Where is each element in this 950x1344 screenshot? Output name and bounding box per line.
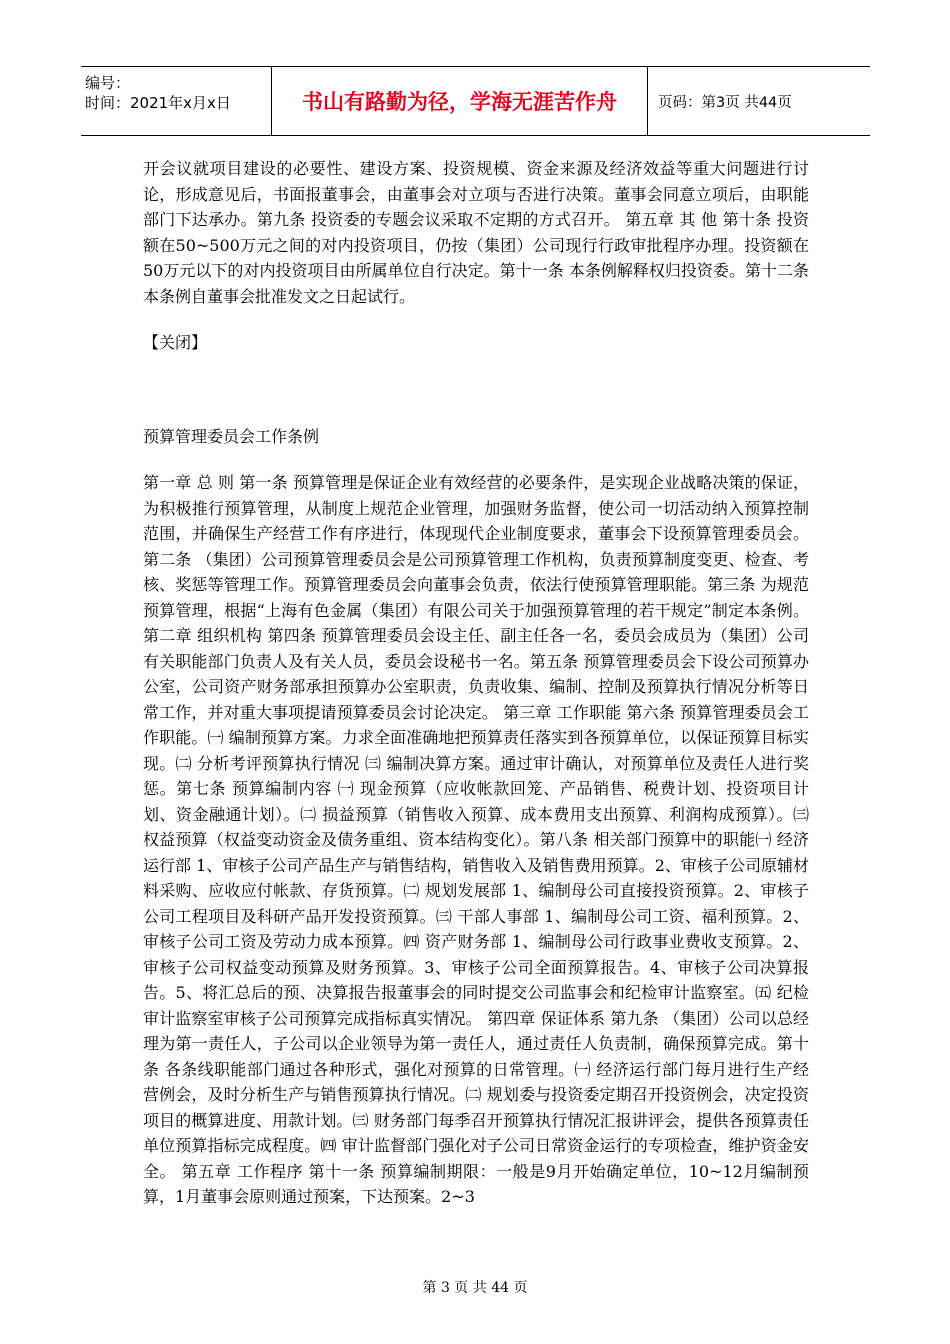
header-meta <box>81 67 272 135</box>
document-number-label: 编号： <box>85 74 131 92</box>
header-motto: 书山有路勤为径，学海无涯苦作舟 <box>272 67 648 135</box>
document-time-label: 时间：2021年x月x日 <box>85 94 231 112</box>
page-footer: 第 3 页 共 44 页 <box>422 1280 528 1296</box>
close-link[interactable]: 【关闭】 <box>143 333 208 352</box>
body-paragraph-1: 开会议就项目建设的必要性、建设方案、投资规模、资金来源及经济效益等重大问题进行讨论，形成意见后，书面报董事会，由董事会对立项与否进行决策。董事会同意立项后，由职能部门下达承办。第九条 投资委的专题会议采取不定期的方式召开。 第五章 其 他 第十条 投资额在50~500万元之间的对内投资项目，仍按（集团）公司现行行政审批程序办理。投资额在50万元以下的对内投资项目由所属单位自行决定。第十一条 本条例解释权归投资委。第十二条 本条例自董事会批准发文之日起试行。 <box>143 159 809 306</box>
page-header <box>81 66 870 136</box>
body-paragraph-2: 第一章 总 则 第一条 预算管理是保证企业有效经营的必要条件，是实现企业战略决策的保证，为积极推行预算管理，从制度上规范企业管理，加强财务监督，使公司一切活动纳入预算控制范围，并确保生产经营工作有序进行，体现现代企业制度要求，董事会下设预算管理委员会。第二条 （集团）公司预算管理委员会是公司预算管理工作机构，负责预算制度变更、检查、考核、奖惩等管理工作。预算管理委员会向董事会负责，依法行使预算管理职能。第三条 为规范预算管理，根据“上海有色金属（集团）有限公司关于加强预算管理的若干规定”制定本条例。 第二章 组织机构 第四条 预算管理委员会设主任、副主任各一名，委员会成员为（集团）公司有关职能部门负责人及有关人员，委员会设秘书一名。第五条 预算管理委员会下设公司预算办公室，公司资产财务部承担预算办公室职责，负责收集、编制、控制及预算执行情况分析等日常工作，并对重大事项提请预算委员会讨论决定。 第三章 工作职能 第六条 预算管理委员会工作职能。㈠ 编制预算方案。力求全面准确地把预算责任落实到各预算单位，以保证预算目标实现。㈡ 分析考评预算执行情况 ㈢ 编制决算方案。通过审计确认，对预算单位及责任人进行奖惩。第七条 预算编制内容 ㈠ 现金预算（应收帐款回笼、产品销售、税费计划、投资项目计划、资金融通计划）。㈡ 损益预算（销售收入预算、成本费用支出预算、利润构成预算）。㈢ 权益预算（权益变动资金及债务重组、资本结构变化）。第八条 相关部门预算中的职能㈠ 经济运行部 1、审核子公司产品生产与销售结构，销售收入及销售费用预算。2、审核子公司原辅材料采购、应收应付帐款、存货预算。㈡ 规划发展部 1、编制母公司直接投资预算。2、审核子公司工程项目及科研产品开发投资预算。㈢ 干部人事部 1、编制母公司工资、福利预算。2、审核子公司工资及劳动力成本预算。㈣ 资产财务部 1、编制母公司行政事业费收支预算。2、审核子公司权益变动预算及财务预算。3、审核子公司全面预算报告。4、审核子公司决算报告。5、将汇总后的预、决算报告报董事会的同时提交公司监事会和纪检审计监察室。㈤ 纪检审计监察室审核子公司预算完成指标真实情况。 第四章 保证体系 第九条 （集团）公司以总经理为第一责任人，子公司以企业领导为第一责任人，通过责任人负责制，确保预算完成。第十条 各条线职能部门通过各种形式，强化对预算的日常管理。㈠ 经济运行部门每月进行生产经营例会，及时分析生产与销售预算执行情况。㈡ 规划委与投资委定期召开投资例会，决定投资项目的概算进度、用款计划。㈢ 财务部门每季召开预算执行情况汇报讲评会，提供各预算责任单位预算指标完成程度。㈣ 审计监督部门强化对子公司日常资金运行的专项检查，维护资金安全。 第五章 工作程序 第十一条 预算编制期限：一般是9月开始确定单位，10~12月编制预算，1月董事会原则通过预案，下达预案。2~3 <box>143 473 809 1206</box>
document-body <box>143 156 809 1210</box>
section-title: 预算管理委员会工作条例 <box>143 426 320 446</box>
header-page-label: 页码：第3页 共44页 <box>658 94 792 111</box>
